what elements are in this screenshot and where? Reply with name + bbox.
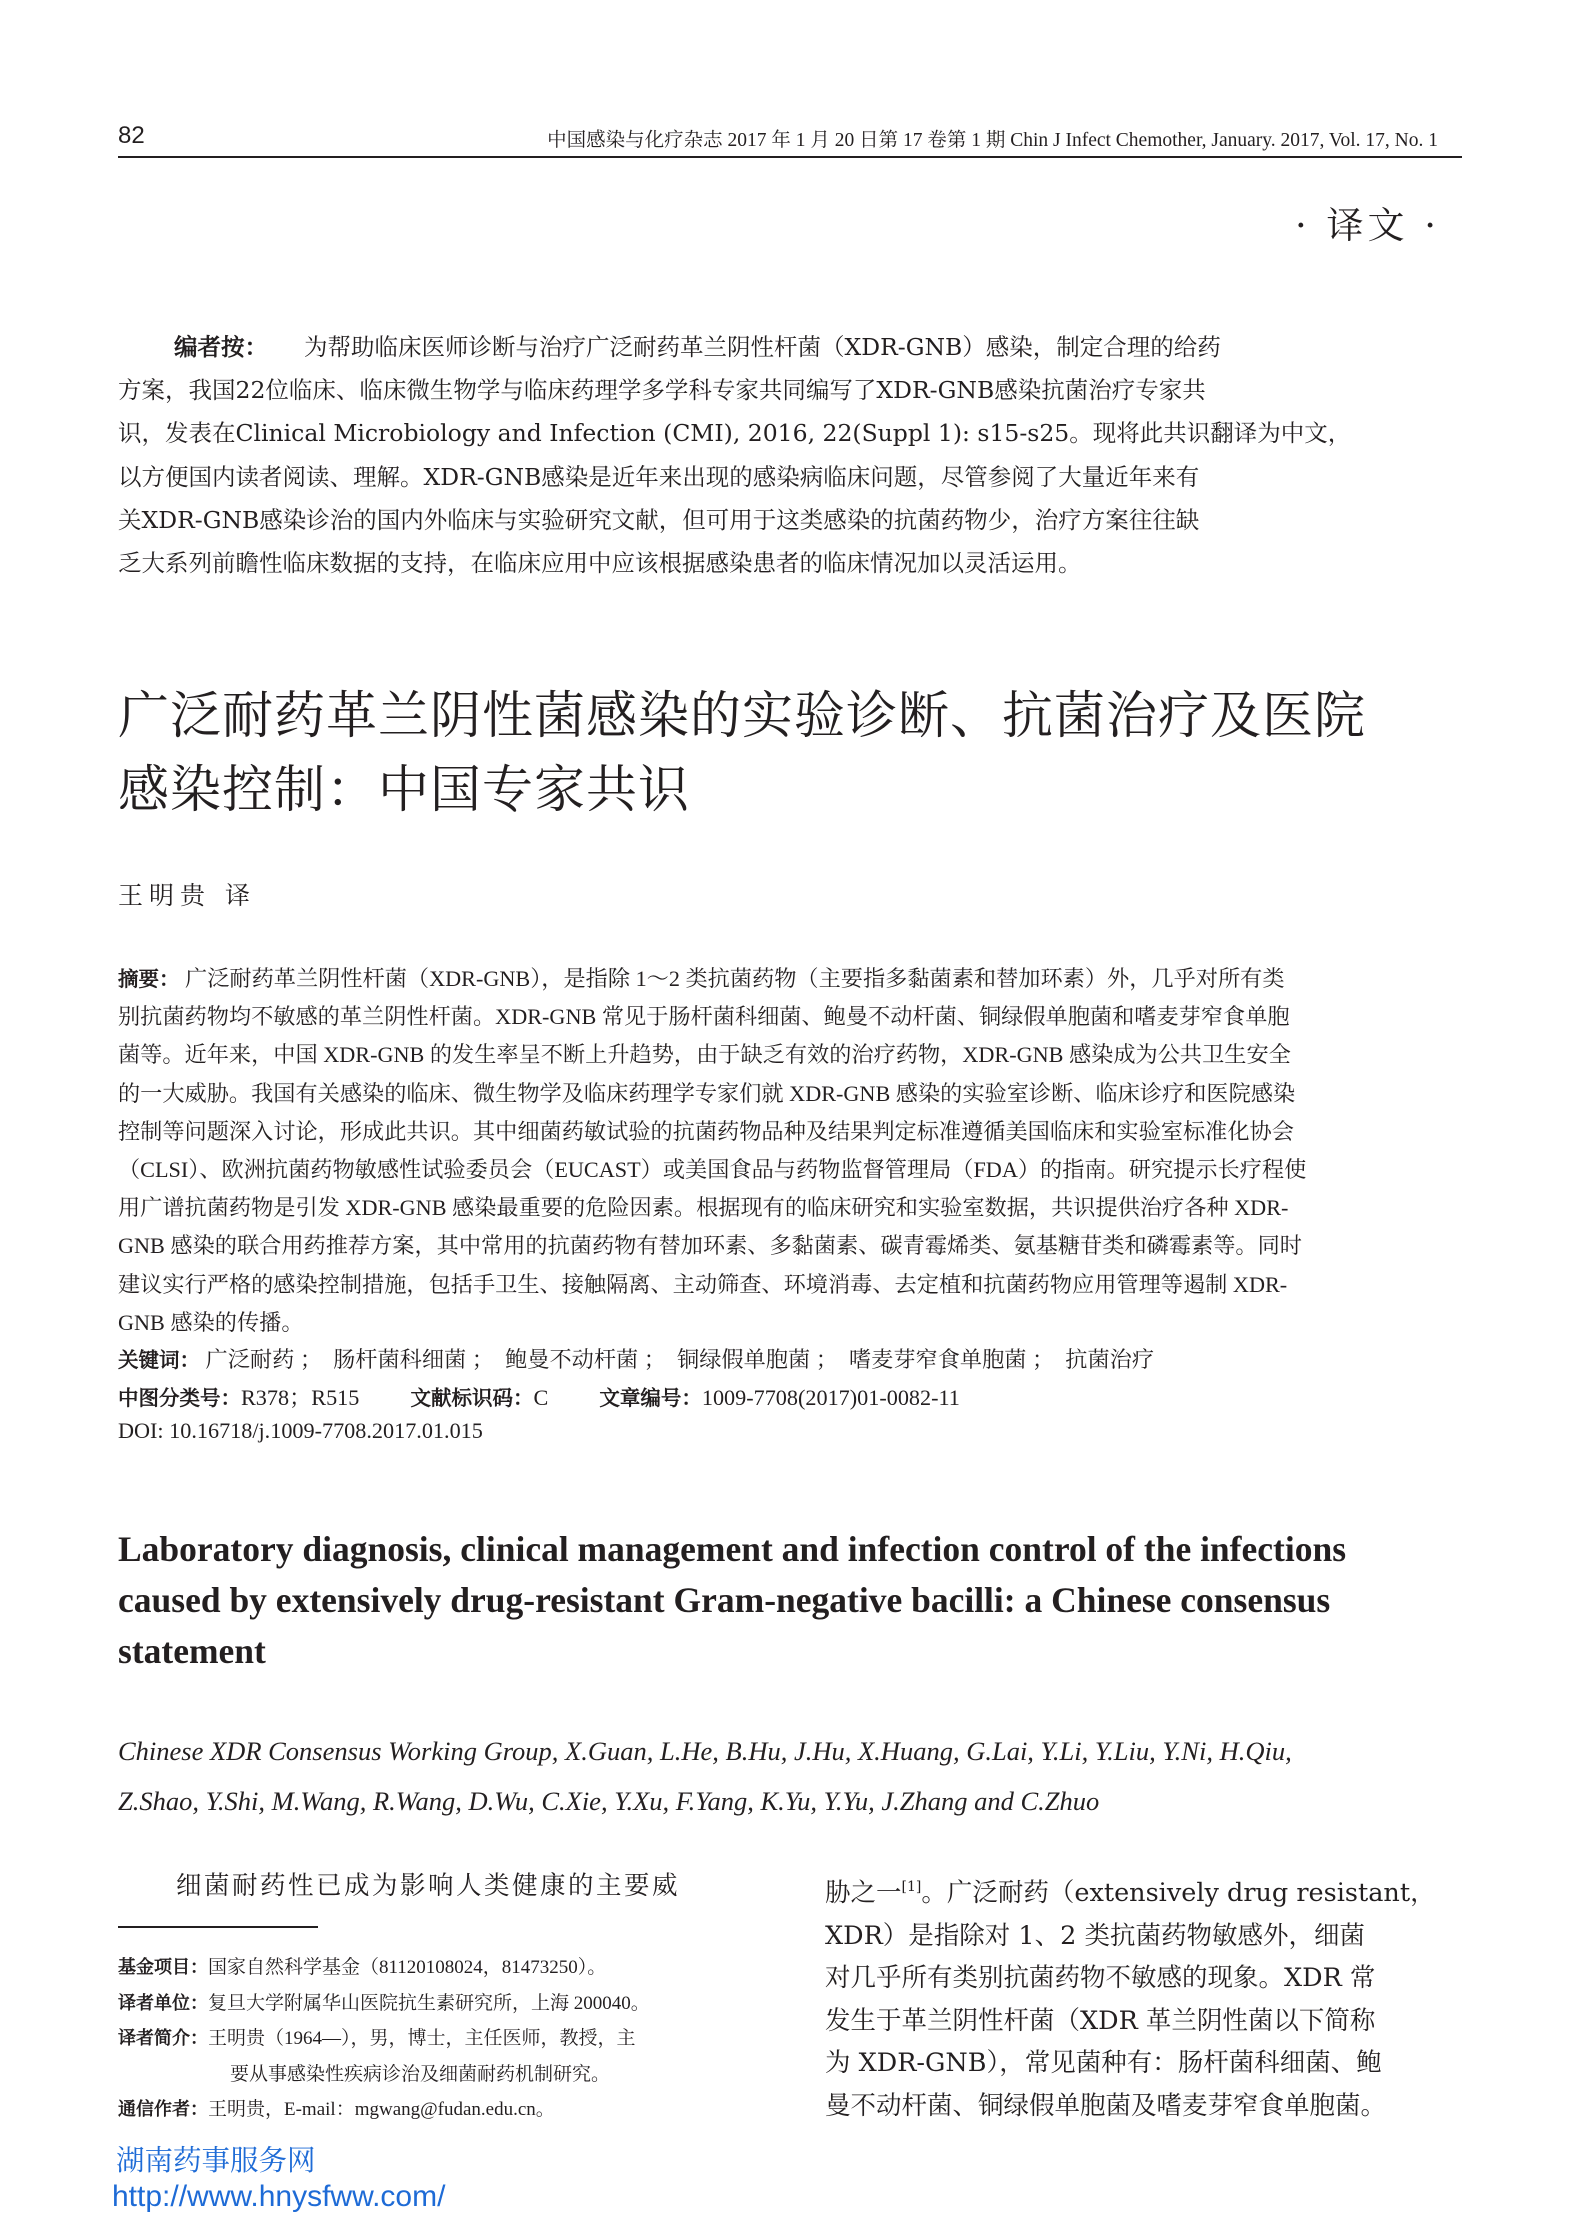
editor-note-line: 识，发表在Clinical Microbiology and Infection (CMI), 2016, 22(Suppl 1): s15-s25。现将此共识翻译为中文， (118, 419, 1352, 448)
abstract-line: GNB 感染的传播。 (118, 1309, 304, 1335)
body-line: 为 XDR-GNB），常见菌种有：肠杆菌科细菌、鲍 (825, 2048, 1382, 2078)
abstract-line: 建议实行严格的感染控制措施，包括手卫生、接触隔离、主动筛查、环境消毒、去定植和抗菌药物应用管理等遏制 XDR- (118, 1271, 1288, 1297)
footnote-rule (118, 1926, 318, 1928)
footnotes (118, 1950, 768, 2128)
abstract-line: 用广谱抗菌药物是引发 XDR-GNB 感染最重要的危险因素。根据现有的临床研究和实验室数据，共识提供治疗各种 XDR- (118, 1195, 1289, 1221)
keywords-value: 广泛耐药 ； 肠杆菌科细菌 ； 鲍曼不动杆菌 ； 铜绿假单胞菌 ； 嗜麦芽窄食单胞菌 ； 抗菌治疗 (205, 1347, 1155, 1372)
abstract-label: 摘要： (118, 967, 180, 991)
watermark-name: 湖南药事服务网 (116, 2144, 316, 2177)
abstract-line: 的一大威胁。我国有关感染的临床、微生物学及临床药理学专家们就 XDR-GNB 感染的实验室诊断、临床诊疗和医院感染 (118, 1080, 1296, 1106)
abstract-line: 摘要： 广泛耐药革兰阴性杆菌（XDR-GNB），是指除 1～2 类抗菌药物（主要指多黏菌素和替加环素）外，几乎对所有类 (118, 966, 1285, 991)
editor-note-line: 以方便国内读者阅读、理解。XDR-GNB感染是近年来出现的感染病临床问题，尽管参阅了大量近年来有 (118, 462, 1200, 491)
citation-ref: [1] (901, 1879, 922, 1895)
editor-note-line: 关XDR-GNB感染诊治的国内外临床与实验研究文献，但可用于这类感染的抗菌药物少，治疗方案往往缺 (118, 505, 1200, 534)
body-line: 发生于革兰阴性杆菌（XDR 革兰阴性菌以下简称 (825, 2005, 1376, 2036)
keywords (118, 1342, 1154, 1374)
abstract-line: 控制等问题深入讨论，形成此共识。其中细菌药敏试验的抗菌药物品种及结果判定标准遵循美国临床和实验室标准化协会 (118, 1118, 1294, 1144)
body-left-first-line: 细菌耐药性已成为影响人类健康的主要威 (176, 1871, 681, 1901)
footnote-bio: 译者简介：王明贵（1964—），男，博士，主任医师，教授，主 (118, 2028, 636, 2049)
keywords-label: 关键词： (118, 1348, 200, 1372)
editor-note-line: 乏大系列前瞻性临床数据的支持，在临床应用中应该根据感染患者的临床情况加以灵活运用。 (118, 549, 1082, 578)
doi: DOI: 10.16718/j.1009-7708.2017.01.015 (118, 1418, 483, 1443)
editor-note-line: 编者按： 为帮助临床医师诊断与治疗广泛耐药革兰阴性杆菌（XDR-GNB）感染，制定合理的给药 (174, 333, 1221, 361)
abstract (118, 960, 1464, 1342)
editor-note-label: 编者按： (174, 333, 268, 361)
abstract-line: 菌等。近年来，中国 XDR-GNB 的发生率呈不断上升趋势，由于缺乏有效的治疗药物，XDR-GNB 感染成为公共卫生安全 (118, 1042, 1291, 1068)
body-line: 对几乎所有类别抗菌药物不敏感的现象。XDR 常 (825, 1963, 1376, 1993)
abstract-line: GNB 感染的联合用药推荐方案，其中常用的抗菌药物有替加环素、多黏菌素、碳青霉烯类、氨基糖苷类和磷霉素等。同时 (118, 1233, 1302, 1259)
translator: 王明贵 译 (118, 881, 256, 910)
article-title-cn: 广泛耐药革兰阴性菌感染的实验诊断、抗菌治疗及医院 感染控制：中国专家共识 (118, 687, 1367, 820)
watermark-url[interactable]: http://www.hnysfww.com/ (112, 2180, 446, 2213)
footnote-fund: 基金项目：国家自然科学基金（81120108024，81473250）。 (118, 1957, 607, 1978)
article-title-en: Laboratory diagnosis, clinical management and infection control of the infections caused by extensively drug-resistant Gram-negative bacilli: a Chinese consensus statement (118, 1529, 1347, 1671)
abstract-line: （CLSI）、欧洲抗菌药物敏感性试验委员会（EUCAST）或美国食品与药物监督管理局（FDA）的指南。研究提示长疗程使 (118, 1157, 1307, 1183)
body-line: 胁之一[1]。广泛耐药（extensively drug resistant， (825, 1878, 1436, 1908)
editor-note (118, 326, 1462, 585)
section-tag: · 译文 · (1294, 204, 1440, 247)
footnote-corr: 通信作者：王明贵，E-mail：mgwang@fudan.edu.cn。 (118, 2099, 555, 2120)
abstract-line: 别抗菌药物均不敏感的革兰阴性杆菌。XDR-GNB 常见于肠杆菌科细菌、鲍曼不动杆菌、铜绿假单胞菌和嗜麦芽窄食单胞 (118, 1004, 1290, 1030)
header-rule (118, 156, 1462, 158)
editor-note-line: 方案，我国22位临床、临床微生物学与临床药理学多学科专家共同编写了XDR-GNB感染抗菌治疗专家共 (118, 376, 1206, 405)
running-head: 中国感染与化疗杂志 2017 年 1 月 20 日第 17 卷第 1 期 Chin J Infect Chemother, January. 2017, Vol. 17, No. 1 (547, 130, 1438, 151)
body-line: 曼不动杆菌、铜绿假单胞菌及嗜麦芽窄食单胞菌。 (825, 2090, 1387, 2121)
body-line: XDR）是指除对 1、2 类抗菌药物敏感外，细菌 (825, 1920, 1365, 1951)
body-right-column (825, 1866, 1465, 2127)
authors-en: Chinese XDR Consensus Working Group, X.Guan, L.He, B.Hu, J.Hu, X.Huang, G.Lai, Y.Li, Y.Liu, Y.Ni, H.Qiu, Z.Shao, Y.Shi, M.Wang, R.Wang, D.Wu, C.Xie, Y.Xu, F.Yang, K.Yu, Y.Yu, J.Zhang and C.Zhuo (118, 1736, 1292, 1816)
footnote-unit: 译者单位：复旦大学附属华山医院抗生素研究所，上海 200040。 (118, 1992, 650, 2014)
page-number: 82 (118, 122, 145, 149)
footnote-bio-cont: 要从事感染性疾病诊治及细菌耐药机制研究。 (230, 2063, 611, 2085)
classification: 中图分类号：R378；R515 文献标识码：C 文章编号：1009-7708(2017)01-0082-11 (118, 1385, 960, 1410)
